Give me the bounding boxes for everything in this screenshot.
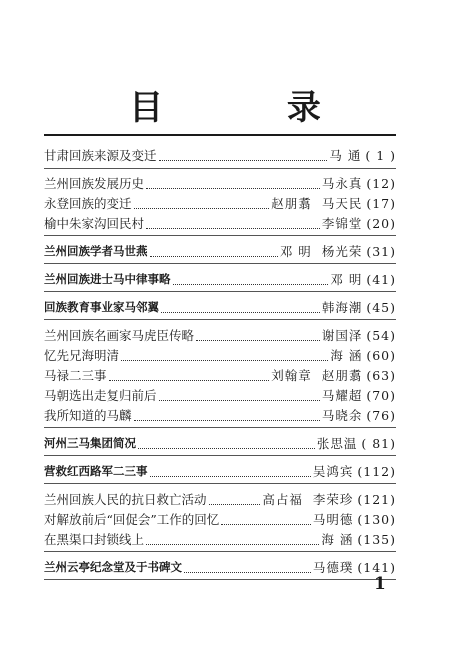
- entry-page: ( 81): [361, 435, 396, 451]
- page-title: 目 录: [129, 88, 377, 128]
- section-divider: [44, 168, 396, 169]
- entry-author: 李锦堂: [321, 216, 363, 231]
- entry-author: 邓 明: [330, 272, 363, 287]
- entry-author: 海 涵: [330, 348, 363, 363]
- entry-page: (20): [366, 215, 396, 231]
- toc-entry[interactable]: [44, 461, 396, 481]
- entry-page: (76): [366, 407, 396, 423]
- entry-title: 马禄二三事: [44, 368, 107, 383]
- entry-page: ( 1 ): [365, 147, 396, 163]
- entry-title: 回族教育事业家马邻翼: [44, 300, 159, 314]
- entry-title: 永登回族的变迁: [44, 196, 132, 211]
- entry-author: 谢国泽: [321, 328, 363, 343]
- toc-entry[interactable]: [44, 173, 396, 193]
- section-divider: [44, 319, 396, 320]
- dot-leader: [146, 544, 319, 545]
- dot-leader: [161, 312, 320, 313]
- entry-author: 马明德: [312, 512, 354, 527]
- entry-page: (130): [357, 511, 396, 527]
- toc-entry[interactable]: [44, 365, 396, 385]
- dot-leader: [159, 400, 320, 401]
- entry-author-2: 李荣珍: [312, 492, 354, 507]
- entry-author-2: 杨光荣: [321, 244, 363, 259]
- entry-author-2: 马天民: [321, 196, 363, 211]
- entry-page: (70): [366, 387, 396, 403]
- toc-entry[interactable]: [44, 325, 396, 345]
- toc-entry[interactable]: [44, 385, 396, 405]
- section-divider: [44, 235, 396, 236]
- entry-title: 忆先兄海明清: [44, 348, 120, 363]
- entry-page: (112): [357, 463, 396, 479]
- entry-page: (31): [366, 243, 396, 259]
- entry-title: 甘肃回族来源及变迁: [44, 148, 157, 163]
- entry-author: 高占福: [262, 492, 303, 507]
- entry-title: 兰州回族发展历史: [44, 176, 145, 191]
- entry-title: 我所知道的马麟: [44, 408, 132, 423]
- dot-leader: [173, 284, 329, 285]
- dot-leader: [134, 208, 270, 209]
- dot-leader: [121, 360, 328, 361]
- section-divider: [44, 263, 396, 264]
- dot-leader: [196, 340, 320, 341]
- entry-page: (141): [357, 559, 396, 575]
- entry-author: 海 涵: [321, 532, 354, 547]
- section-divider: [44, 291, 396, 292]
- entry-title: 兰州云亭纪念堂及于书碑文: [44, 560, 182, 574]
- dot-leader: [209, 504, 261, 505]
- entry-author-2: 赵朋翥: [321, 368, 363, 383]
- entry-author: 刘翰章: [271, 368, 312, 383]
- entry-title: 对解放前后“回促会”工作的回忆: [44, 512, 220, 527]
- entry-title: 兰州回族学者马世燕: [44, 244, 148, 258]
- toc-entry[interactable]: [44, 557, 396, 577]
- entry-author: 马晓余: [321, 408, 363, 423]
- page-number: 1: [374, 574, 386, 594]
- toc-entry[interactable]: [44, 509, 396, 529]
- toc-entry[interactable]: [44, 433, 396, 453]
- dot-leader: [146, 228, 320, 229]
- toc-entry[interactable]: [44, 269, 396, 289]
- dot-leader: [134, 420, 320, 421]
- section-divider: [44, 427, 396, 428]
- section-divider: [44, 483, 396, 484]
- title-rule: [44, 134, 396, 136]
- entry-author: 韩海潮: [321, 300, 363, 315]
- entry-title: 榆中朱家沟回民村: [44, 216, 145, 231]
- entry-page: (60): [366, 347, 396, 363]
- dot-leader: [150, 476, 311, 477]
- toc-entry[interactable]: [44, 529, 396, 549]
- dot-leader: [109, 380, 270, 381]
- entry-author: 吴鸿宾: [312, 464, 354, 479]
- section-divider: [44, 551, 396, 552]
- dot-leader: [221, 524, 311, 525]
- entry-title: 河州三马集团简况: [44, 436, 136, 450]
- entry-author: 赵朋翥: [271, 196, 312, 211]
- entry-title: 在黑渠口封锁线上: [44, 532, 145, 547]
- section-divider: [44, 579, 396, 580]
- entry-page: (12): [366, 175, 396, 191]
- entry-title: 营救红西路军二三事: [44, 464, 148, 478]
- entry-page: (135): [357, 531, 396, 547]
- entry-page: (54): [366, 327, 396, 343]
- dot-leader: [138, 448, 315, 449]
- entry-title: 兰州回族人民的抗日救亡活动: [44, 492, 207, 507]
- toc-entry[interactable]: [44, 145, 396, 165]
- entry-page: (45): [366, 299, 396, 315]
- toc-entry[interactable]: [44, 193, 396, 213]
- toc-entry[interactable]: [44, 241, 396, 261]
- dot-leader: [159, 160, 328, 161]
- toc-entry[interactable]: [44, 297, 396, 317]
- entry-title: 马朝选出走复归前后: [44, 388, 157, 403]
- entry-page: (41): [366, 271, 396, 287]
- entry-title: 兰州回族进士马中律事略: [44, 272, 171, 286]
- entry-page: (17): [366, 195, 396, 211]
- entry-author: 马永真: [321, 176, 363, 191]
- toc-entry[interactable]: [44, 345, 396, 365]
- dot-leader: [146, 188, 320, 189]
- entry-author: 张思温: [316, 436, 358, 451]
- toc-entry[interactable]: [44, 489, 396, 509]
- entry-page: (121): [357, 491, 396, 507]
- toc-entry[interactable]: [44, 405, 396, 425]
- toc-entry[interactable]: [44, 213, 396, 233]
- dot-leader: [184, 572, 311, 573]
- entry-author: 邓 明: [279, 244, 312, 259]
- dot-leader: [150, 256, 278, 257]
- entry-page: (63): [366, 367, 396, 383]
- section-divider: [44, 455, 396, 456]
- entry-author: 马 通: [329, 148, 362, 163]
- entry-author: 马德璞: [312, 560, 354, 575]
- entry-author: 马耀超: [321, 388, 363, 403]
- entry-title: 兰州回族名画家马虎臣传略: [44, 328, 195, 343]
